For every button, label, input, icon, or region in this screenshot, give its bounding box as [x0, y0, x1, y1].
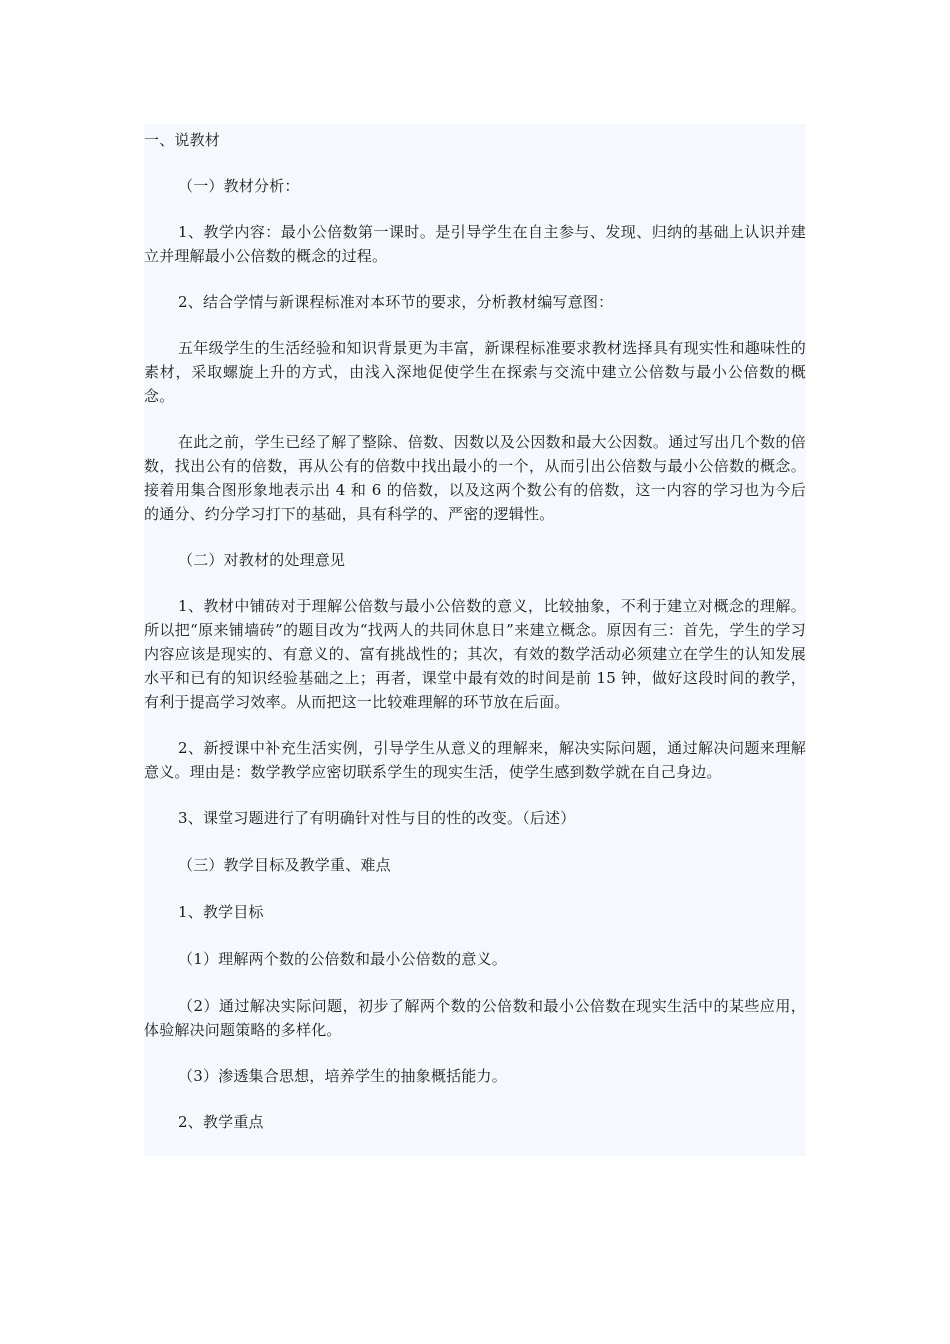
paragraph-design-intent: 2、结合学情与新课程标准对本环节的要求，分析教材编写意图： — [178, 293, 614, 311]
subheading-material-handling: （二）对教材的处理意见 — [178, 551, 346, 569]
paragraph-prior-knowledge: 在此之前，学生已经了解了整除、倍数、因数以及公因数和最大公因数。通过写出几个数的倍数，找出公有的倍数，再从公有的倍数中找出最小的一个，从而引出公倍数与最小公倍数的概念。接着用集合图形象地表示出 4 和 6 的倍数，以及这两个数公有的倍数，这一内容的学习也为今后的通分、约分学习打下的基础，具有科学的、严密的逻辑性。 — [144, 433, 806, 523]
subheading-teaching-goals: （三）教学目标及教学重、难点 — [178, 856, 391, 874]
paragraph-handling-1: 1、教材中铺砖对于理解公倍数与最小公倍数的意义，比较抽象，不利于建立对概念的理解。所以把“原来铺墙砖”的题目改为“找两人的共同休息日”来建立概念。原因有三：首先，学生的学习内容应该是现实的、有意义的、富有挑战性的；其次，有效的数学活动必须建立在学生的认知发展水平和已有的知识经验基础之上；再者，课堂中最有效的时间是前 15 钟，做好这段时间的教学，有利于提高学习效率。从而把这一比较难理解的环节放在后面。 — [144, 597, 806, 711]
subheading-material-analysis: （一）教材分析： — [178, 177, 300, 195]
document-content — [144, 124, 806, 1156]
subheading-goals-list: 1、教学目标 — [178, 903, 264, 921]
section-heading: 一、说教材 — [144, 131, 221, 149]
subheading-teaching-focus: 2、教学重点 — [178, 1113, 264, 1131]
goal-item-1: （1）理解两个数的公倍数和最小公倍数的意义。 — [178, 950, 507, 968]
paragraph-student-background: 五年级学生的生活经验和知识背景更为丰富，新课程标准要求教材选择具有现实性和趣味性的素材，采取螺旋上升的方式，由浅入深地促使学生在探索与交流中建立公倍数与最小公倍数的概念。 — [144, 339, 806, 405]
goal-item-2: （2）通过解决实际问题，初步了解两个数的公倍数和最小公倍数在现实生活中的某些应用，体验解决问题策略的多样化。 — [144, 997, 806, 1039]
paragraph-handling-3: 3、课堂习题进行了有明确针对性与目的性的改变。（后述） — [178, 809, 576, 827]
goal-item-3: （3）渗透集合思想，培养学生的抽象概括能力。 — [178, 1067, 507, 1085]
paragraph-handling-2: 2、新授课中补充生活实例，引导学生从意义的理解来，解决实际问题，通过解决问题来理解意义。理由是：数学教学应密切联系学生的现实生活，使学生感到数学就在自己身边。 — [144, 739, 806, 781]
paragraph-teaching-content: 1、教学内容：最小公倍数第一课时。是引导学生在自主参与、发现、归纳的基础上认识并建立并理解最小公倍数的概念的过程。 — [144, 223, 806, 265]
